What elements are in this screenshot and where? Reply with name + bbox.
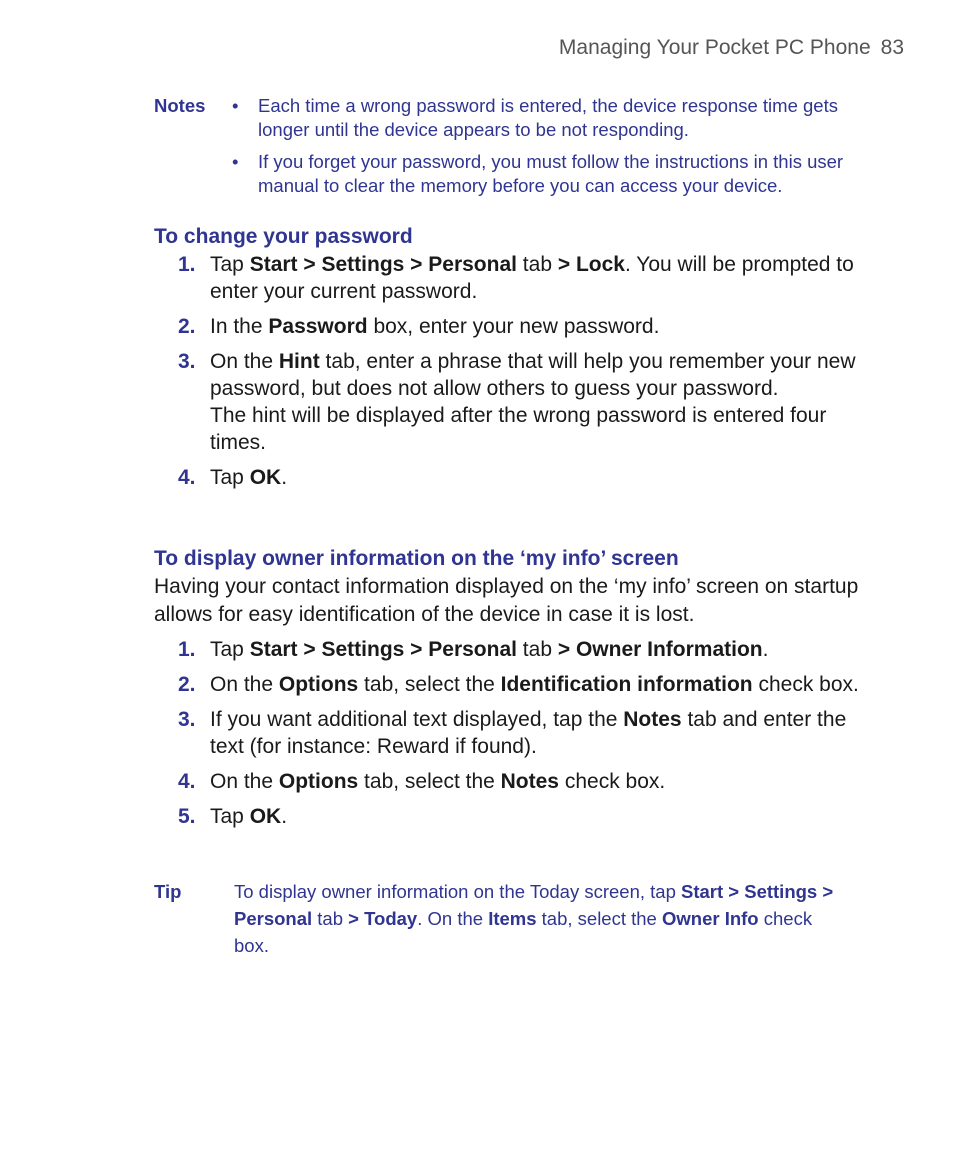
note-item: • Each time a wrong password is entered, the device response time gets longer until the device appears to be not responding. bbox=[232, 95, 838, 140]
step-item: 1. Tap Start > Settings > Personal tab > Lock. You will be prompted to enter your current password. bbox=[178, 253, 854, 303]
step-item: 4. Tap OK. bbox=[178, 466, 288, 489]
step-item: 2. In the Password box, enter your new password. bbox=[178, 315, 660, 338]
page-number: 83 bbox=[880, 36, 904, 59]
step-item: 2. On the Options tab, select the Identification information check box. bbox=[178, 673, 859, 696]
section-heading-owner-info: To display owner information on the ‘my info’ screen bbox=[154, 547, 679, 570]
section-heading-change-password: To change your password bbox=[154, 225, 413, 248]
notes-list bbox=[154, 94, 894, 198]
step-item: 3. If you want additional text displayed, tap the Notes tab and enter the text (for instance: Reward if found). bbox=[178, 708, 847, 758]
bullet-icon: • bbox=[232, 151, 239, 172]
owner-info-steps bbox=[178, 636, 878, 838]
bullet-icon: • bbox=[232, 95, 239, 116]
owner-info-intro: Having your contact information displayed on the ‘my info’ screen on startup allows for easy identification of the device in case it is lost. bbox=[154, 575, 859, 626]
note-item: • If you forget your password, you must follow the instructions in this user manual to clear the memory before you can access your device. bbox=[232, 151, 844, 196]
step-item: 1. Tap Start > Settings > Personal tab > Owner Information. bbox=[178, 638, 769, 661]
notes-box bbox=[154, 94, 894, 206]
header-title: Managing Your Pocket PC Phone bbox=[558, 36, 871, 59]
tip-text: To display owner information on the Today screen, tap Start > Settings > Personal tab > Today. On the Items tab, select the Owner Info check box. bbox=[234, 881, 834, 956]
page-header bbox=[559, 36, 904, 60]
step-item: 3. On the Hint tab, enter a phrase that will help you remember your new password, but does not allow others to guess your password. The hint will be displayed after the wrong password is entered four times. bbox=[178, 350, 856, 454]
change-password-steps bbox=[178, 251, 878, 499]
tip-label: Tip bbox=[154, 881, 182, 902]
step-item: 5. Tap OK. bbox=[178, 805, 288, 828]
step-item: 4. On the Options tab, select the Notes check box. bbox=[178, 770, 666, 793]
tip-box bbox=[154, 878, 884, 959]
notes-label: Notes bbox=[154, 95, 206, 116]
